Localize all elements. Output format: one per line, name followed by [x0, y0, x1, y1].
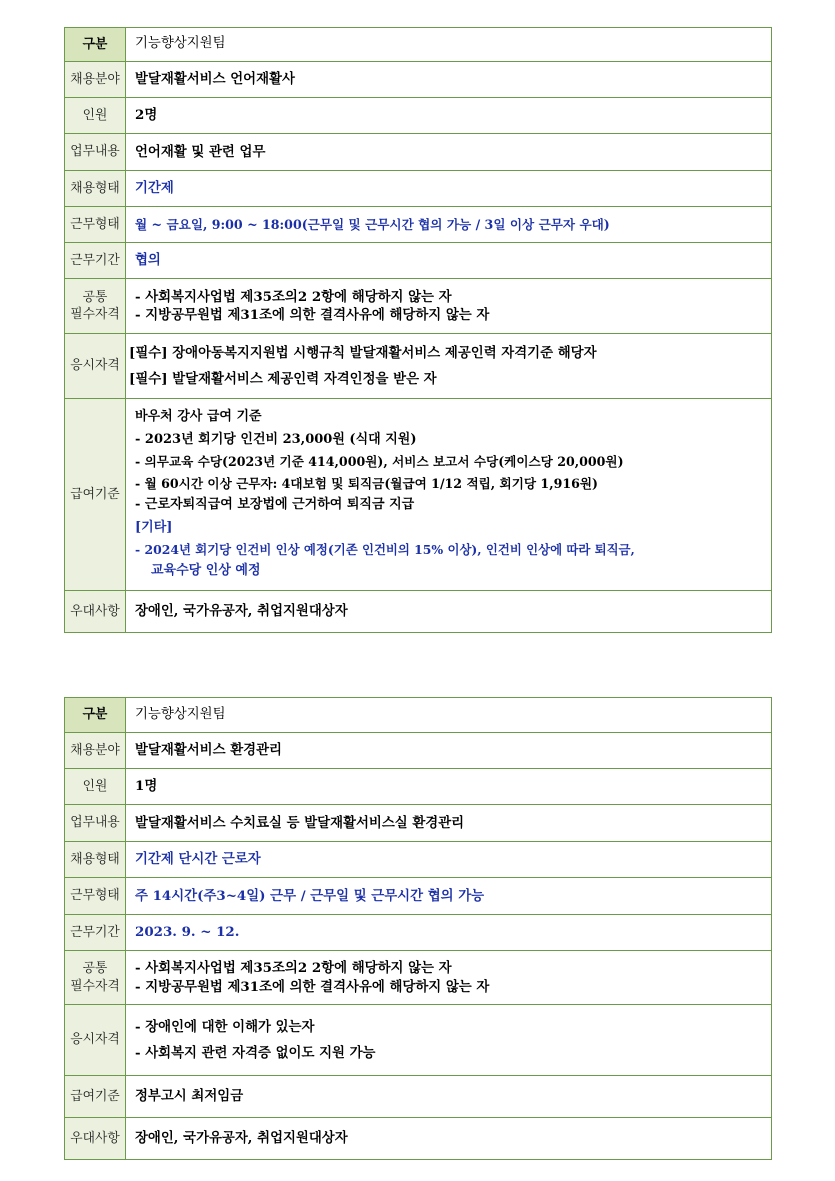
row-duties — [65, 805, 772, 842]
value-work-period: 협의 — [126, 243, 772, 279]
salary-title: 바우처 강사 급여 기준 — [135, 409, 262, 425]
label-work-period: 근무기간 — [65, 915, 126, 951]
qualification-line: - 사회복지 관련 자격증 없이도 지원 가능 — [135, 1045, 376, 1061]
value-work-period: 2023. 9. ~ 12. — [126, 915, 772, 951]
label-employment-type: 채용형태 — [65, 842, 126, 878]
label-common-requirements — [65, 279, 126, 334]
row-preference — [65, 1118, 772, 1160]
label-common-line1: 공통 — [82, 961, 108, 977]
qualification-line: [필수] 장애아동복지지원법 시행규칙 발달재활서비스 제공인력 자격기준 해당자 — [129, 344, 597, 361]
value-count: 1명 — [126, 769, 772, 805]
row-qualification — [65, 1005, 772, 1076]
value-work-form: 주 14시간(주3~4일) 근무 / 근무일 및 근무시간 협의 가능 — [126, 878, 772, 915]
value-preference: 장애인, 국가유공자, 취업지원대상자 — [126, 591, 772, 633]
row-category — [65, 698, 772, 733]
row-employment-type — [65, 171, 772, 207]
row-work-period — [65, 915, 772, 951]
label-qualification: 응시자격 — [65, 334, 126, 399]
row-salary — [65, 1076, 772, 1118]
value-category: 기능향상지원팀 — [126, 28, 772, 62]
value-field: 발달재활서비스 환경관리 — [126, 733, 772, 769]
salary-etc-line: - 2024년 회기당 인건비 인상 예정(기존 인건비의 15% 이상), 인건비 인상에 따라 퇴직금, — [135, 542, 635, 558]
value-preference: 장애인, 국가유공자, 취업지원대상자 — [126, 1118, 772, 1160]
row-qualification — [65, 334, 772, 399]
value-duties: 발달재활서비스 수치료실 등 발달재활서비스실 환경관리 — [126, 805, 772, 842]
label-salary: 급여기준 — [65, 399, 126, 591]
common-req-line: - 사회복지사업법 제35조의2 2항에 해당하지 않는 자 — [135, 960, 452, 977]
qualification-line: - 장애인에 대한 이해가 있는자 — [135, 1018, 315, 1035]
row-count — [65, 769, 772, 805]
common-req-line: - 지방공무원법 제31조에 의한 결격사유에 해당하지 않는 자 — [135, 978, 490, 995]
label-qualification: 응시자격 — [65, 1005, 126, 1076]
salary-line: - 근로자퇴직급여 보장법에 근거하여 퇴직금 지급 — [135, 497, 415, 513]
label-preference: 우대사항 — [65, 1118, 126, 1160]
job-posting-table-2 — [64, 697, 772, 1160]
row-preference — [65, 591, 772, 633]
qualification-line: [필수] 발달재활서비스 제공인력 자격인정을 받은 자 — [129, 371, 437, 387]
row-employment-type — [65, 842, 772, 878]
common-req-line: - 사회복지사업법 제35조의2 2항에 해당하지 않는 자 — [135, 288, 452, 305]
label-field: 채용분야 — [65, 733, 126, 769]
label-duties: 업무내용 — [65, 805, 126, 842]
salary-etc-line: 교육수당 인상 예정 — [151, 563, 261, 579]
value-category: 기능향상지원팀 — [126, 698, 772, 733]
job-posting-table-1 — [64, 27, 772, 633]
row-work-form — [65, 207, 772, 243]
label-common-line1: 공통 — [82, 289, 108, 305]
row-count — [65, 98, 772, 134]
label-salary: 급여기준 — [65, 1076, 126, 1118]
value-work-form: 월 ~ 금요일, 9:00 ~ 18:00(근무일 및 근무시간 협의 가능 / 3일 이상 근무자 우대) — [126, 207, 772, 243]
row-common-requirements — [65, 951, 772, 1005]
value-count: 2명 — [126, 98, 772, 134]
value-field: 발달재활서비스 언어재활사 — [126, 62, 772, 98]
label-category: 구분 — [65, 28, 126, 62]
label-category: 구분 — [65, 698, 126, 733]
value-employment-type: 기간제 — [126, 171, 772, 207]
label-count: 인원 — [65, 769, 126, 805]
label-duties: 업무내용 — [65, 134, 126, 171]
label-common-line2: 필수자격 — [70, 978, 120, 994]
salary-etc-label: [기타] — [135, 519, 173, 535]
value-employment-type: 기간제 단시간 근로자 — [126, 842, 772, 878]
value-common-requirements — [126, 279, 772, 334]
row-duties — [65, 134, 772, 171]
value-qualification — [126, 1005, 772, 1076]
salary-line: - 의무교육 수당(2023년 기준 414,000원), 서비스 보고서 수당(케이스당 20,000원) — [135, 454, 624, 469]
common-req-line: - 지방공무원법 제31조에 의한 결격사유에 해당하지 않는 자 — [135, 307, 490, 323]
label-work-period: 근무기간 — [65, 243, 126, 279]
label-common-line2: 필수자격 — [70, 307, 120, 322]
row-salary — [65, 399, 772, 591]
row-common-requirements — [65, 279, 772, 334]
value-qualification — [126, 334, 772, 399]
row-category — [65, 28, 772, 62]
value-salary — [126, 399, 772, 591]
label-common-requirements — [65, 951, 126, 1005]
label-employment-type: 채용형태 — [65, 171, 126, 207]
value-salary: 정부고시 최저임금 — [126, 1076, 772, 1118]
row-field — [65, 62, 772, 98]
value-common-requirements — [126, 951, 772, 1005]
salary-line: - 월 60시간 이상 근무자: 4대보험 및 퇴직금(월급여 1/12 적립, 회기당 1,916원) — [135, 475, 598, 491]
label-preference: 우대사항 — [65, 591, 126, 633]
row-work-period — [65, 243, 772, 279]
label-field: 채용분야 — [65, 62, 126, 98]
label-work-form: 근무형태 — [65, 207, 126, 243]
label-count: 인원 — [65, 98, 126, 134]
row-work-form — [65, 878, 772, 915]
salary-line: - 2023년 회기당 인건비 23,000원 (식대 지원) — [135, 431, 417, 447]
label-work-form: 근무형태 — [65, 878, 126, 915]
row-field — [65, 733, 772, 769]
value-duties: 언어재활 및 관련 업무 — [126, 134, 772, 171]
